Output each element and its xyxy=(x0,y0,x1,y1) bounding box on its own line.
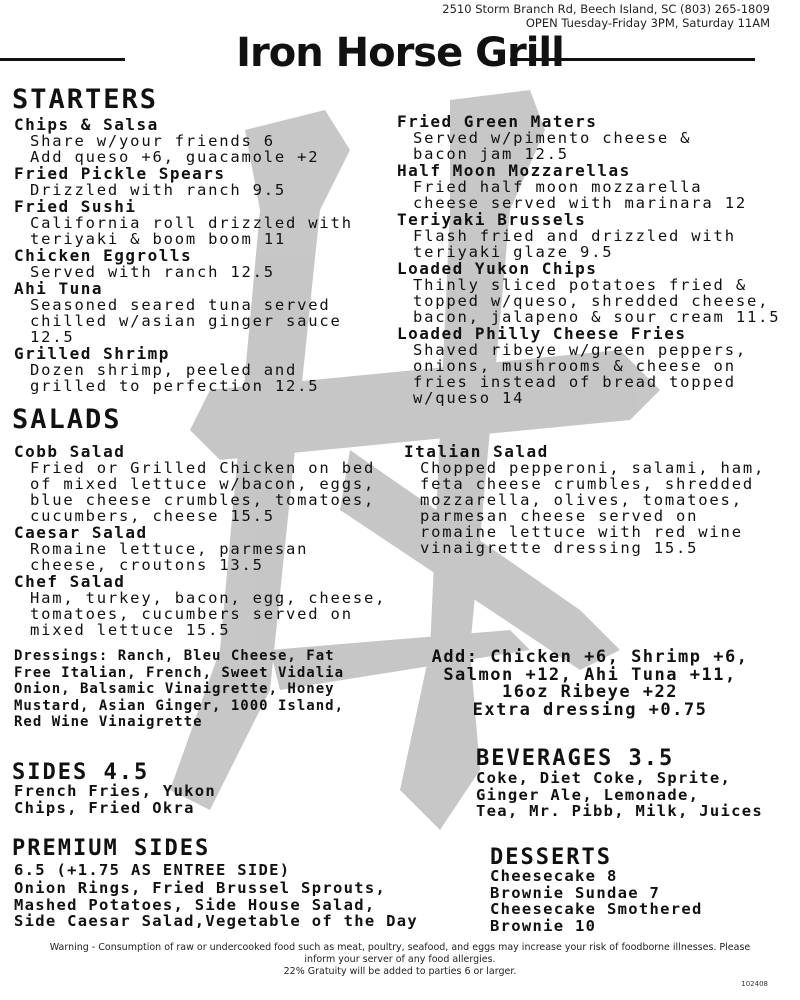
menu-item-description: Dozen shrimp, peeled and grilled to perfection 12.5 xyxy=(30,361,320,395)
dressings-list: Dressings: Ranch, Bleu Cheese, Fat Free Italian, French, Sweet Vidalia Onion, Balsamic Vinaigrette, Honey Mustard, Asian Ginger, 1000 Island, Red Wine Vinaigrette xyxy=(14,648,345,730)
starters-right-column xyxy=(397,113,797,406)
starters-heading: STARTERS xyxy=(12,84,159,115)
menu-item-name: Chips & Salsa xyxy=(14,115,159,134)
desserts-list: Cheesecake 8 Brownie Sundae 7 Cheesecake Smothered Brownie 10 xyxy=(490,867,703,935)
menu-item xyxy=(14,198,394,247)
menu-item-name: Teriyaki Brussels xyxy=(397,210,587,229)
menu-item-description: Thinly sliced potatoes fried & topped w/queso, shredded cheese, bacon, jalapeno & sour cream 11.5 xyxy=(413,276,781,326)
menu-item xyxy=(397,260,797,325)
menu-item-name: Italian Salad xyxy=(404,442,549,461)
menu-item-name: Loaded Yukon Chips xyxy=(397,259,598,278)
sides-list: French Fries, Yukon Chips, Fried Okra xyxy=(14,782,217,817)
menu-item-name: Cobb Salad xyxy=(14,442,126,461)
menu-item-description: Chopped pepperoni, salami, ham, feta cheese crumbles, shredded mozzarella, olives, tomatoes, parmesan cheese served on romaine lettuce with red wine vinaigrette dressing 15.5 xyxy=(420,459,766,557)
address-line: 2510 Storm Branch Rd, Beech Island, SC (803) 265-1809 xyxy=(442,2,770,16)
gratuity-note: 22% Gratuity will be added to parties 6 or larger. xyxy=(283,966,517,977)
menu-item-name: Half Moon Mozzarellas xyxy=(397,161,631,180)
menu-item-description: Romaine lettuce, parmesan cheese, croutons 13.5 xyxy=(30,540,309,574)
menu-item-description: California roll drizzled with teriyaki & boom boom 11 xyxy=(30,214,353,248)
salad-add-ons: Add: Chicken +6, Shrimp +6, Salmon +12, Ahi Tuna +11, 16oz Ribeye +22 Extra dressing +0.75 xyxy=(431,647,749,720)
starters-left-column xyxy=(14,116,394,394)
menu-item-description: Share w/your friends 6 Add queso +6, guacamole +2 xyxy=(30,132,320,166)
menu-item xyxy=(397,211,797,260)
premium-sides-list: Onion Rings, Fried Brussel Sprouts, Mashed Potatoes, Side House Salad, Side Caesar Salad,Vegetable of the Day xyxy=(14,879,419,930)
menu-item-description: Shaved ribeye w/green peppers, onions, mushrooms & cheese on fries instead of bread topped w/queso 14 xyxy=(413,341,747,407)
menu-item-name: Ahi Tuna xyxy=(14,279,104,298)
premium-sides-price: 6.5 (+1.75 AS ENTREE SIDE) xyxy=(14,861,291,879)
menu-item-name: Fried Pickle Spears xyxy=(14,164,226,183)
menu-item xyxy=(14,443,399,524)
menu-item-description: Drizzled with ranch 9.5 xyxy=(30,181,287,199)
menu-item-name: Chicken Eggrolls xyxy=(14,246,193,265)
menu-item-name: Caesar Salad xyxy=(14,523,148,542)
restaurant-info xyxy=(442,2,770,30)
desserts-heading: DESSERTS xyxy=(490,845,612,870)
menu-item xyxy=(397,162,797,211)
salads-heading: SALADS xyxy=(12,404,122,435)
food-warning: Warning - Consumption of raw or undercooked food such as meat, poultry, seafood, and eggs may increase your risk of foodborne illnesses. Please inform your server of any food allergies. xyxy=(49,942,751,965)
menu-item xyxy=(404,443,799,556)
menu-item-name: Fried Sushi xyxy=(14,197,137,216)
menu-item xyxy=(397,113,797,162)
salads-right-column xyxy=(404,443,799,556)
menu-item-description: Served with ranch 12.5 xyxy=(30,263,275,281)
menu-item-name: Grilled Shrimp xyxy=(14,344,170,363)
menu-code: 102408 xyxy=(741,980,768,988)
salads-left-column xyxy=(14,443,399,638)
menu-item xyxy=(14,573,399,638)
menu-item xyxy=(14,524,399,573)
menu-item-name: Fried Green Maters xyxy=(397,112,598,131)
menu-item xyxy=(14,116,394,165)
menu-item-name: Chef Salad xyxy=(14,572,126,591)
menu-item xyxy=(14,165,394,198)
menu-item-description: Fried or Grilled Chicken on bed of mixed lettuce w/bacon, eggs, blue cheese crumbles, tomatoes, cucumbers, cheese 15.5 xyxy=(30,459,376,525)
sides-heading: SIDES 4.5 xyxy=(12,760,150,785)
menu-item-name: Loaded Philly Cheese Fries xyxy=(397,324,687,343)
menu-item-description: Served w/pimento cheese & bacon jam 12.5 xyxy=(413,129,692,163)
menu-item-description: Seasoned seared tuna served chilled w/asian ginger sauce 12.5 xyxy=(30,296,342,346)
menu-item xyxy=(14,280,394,345)
menu-item-description: Ham, turkey, bacon, egg, cheese, tomatoes, cucumbers served on mixed lettuce 15.5 xyxy=(30,589,387,639)
menu-item-description: Fried half moon mozzarella cheese served with marinara 12 xyxy=(413,178,747,212)
premium-sides-heading: PREMIUM SIDES xyxy=(12,836,211,861)
menu-item xyxy=(397,325,797,406)
beverages-heading: BEVERAGES 3.5 xyxy=(476,746,675,771)
menu-item xyxy=(14,345,394,394)
hours-line: OPEN Tuesday-Friday 3PM, Saturday 11AM xyxy=(525,16,770,30)
menu-item xyxy=(14,247,394,280)
beverages-list: Coke, Diet Coke, Sprite, Ginger Ale, Lemonade, Tea, Mr. Pibb, Milk, Juices xyxy=(476,769,764,820)
menu-item-description: Flash fried and drizzled with teriyaki glaze 9.5 xyxy=(413,227,736,261)
restaurant-title: Iron Horse Grill xyxy=(236,30,564,76)
